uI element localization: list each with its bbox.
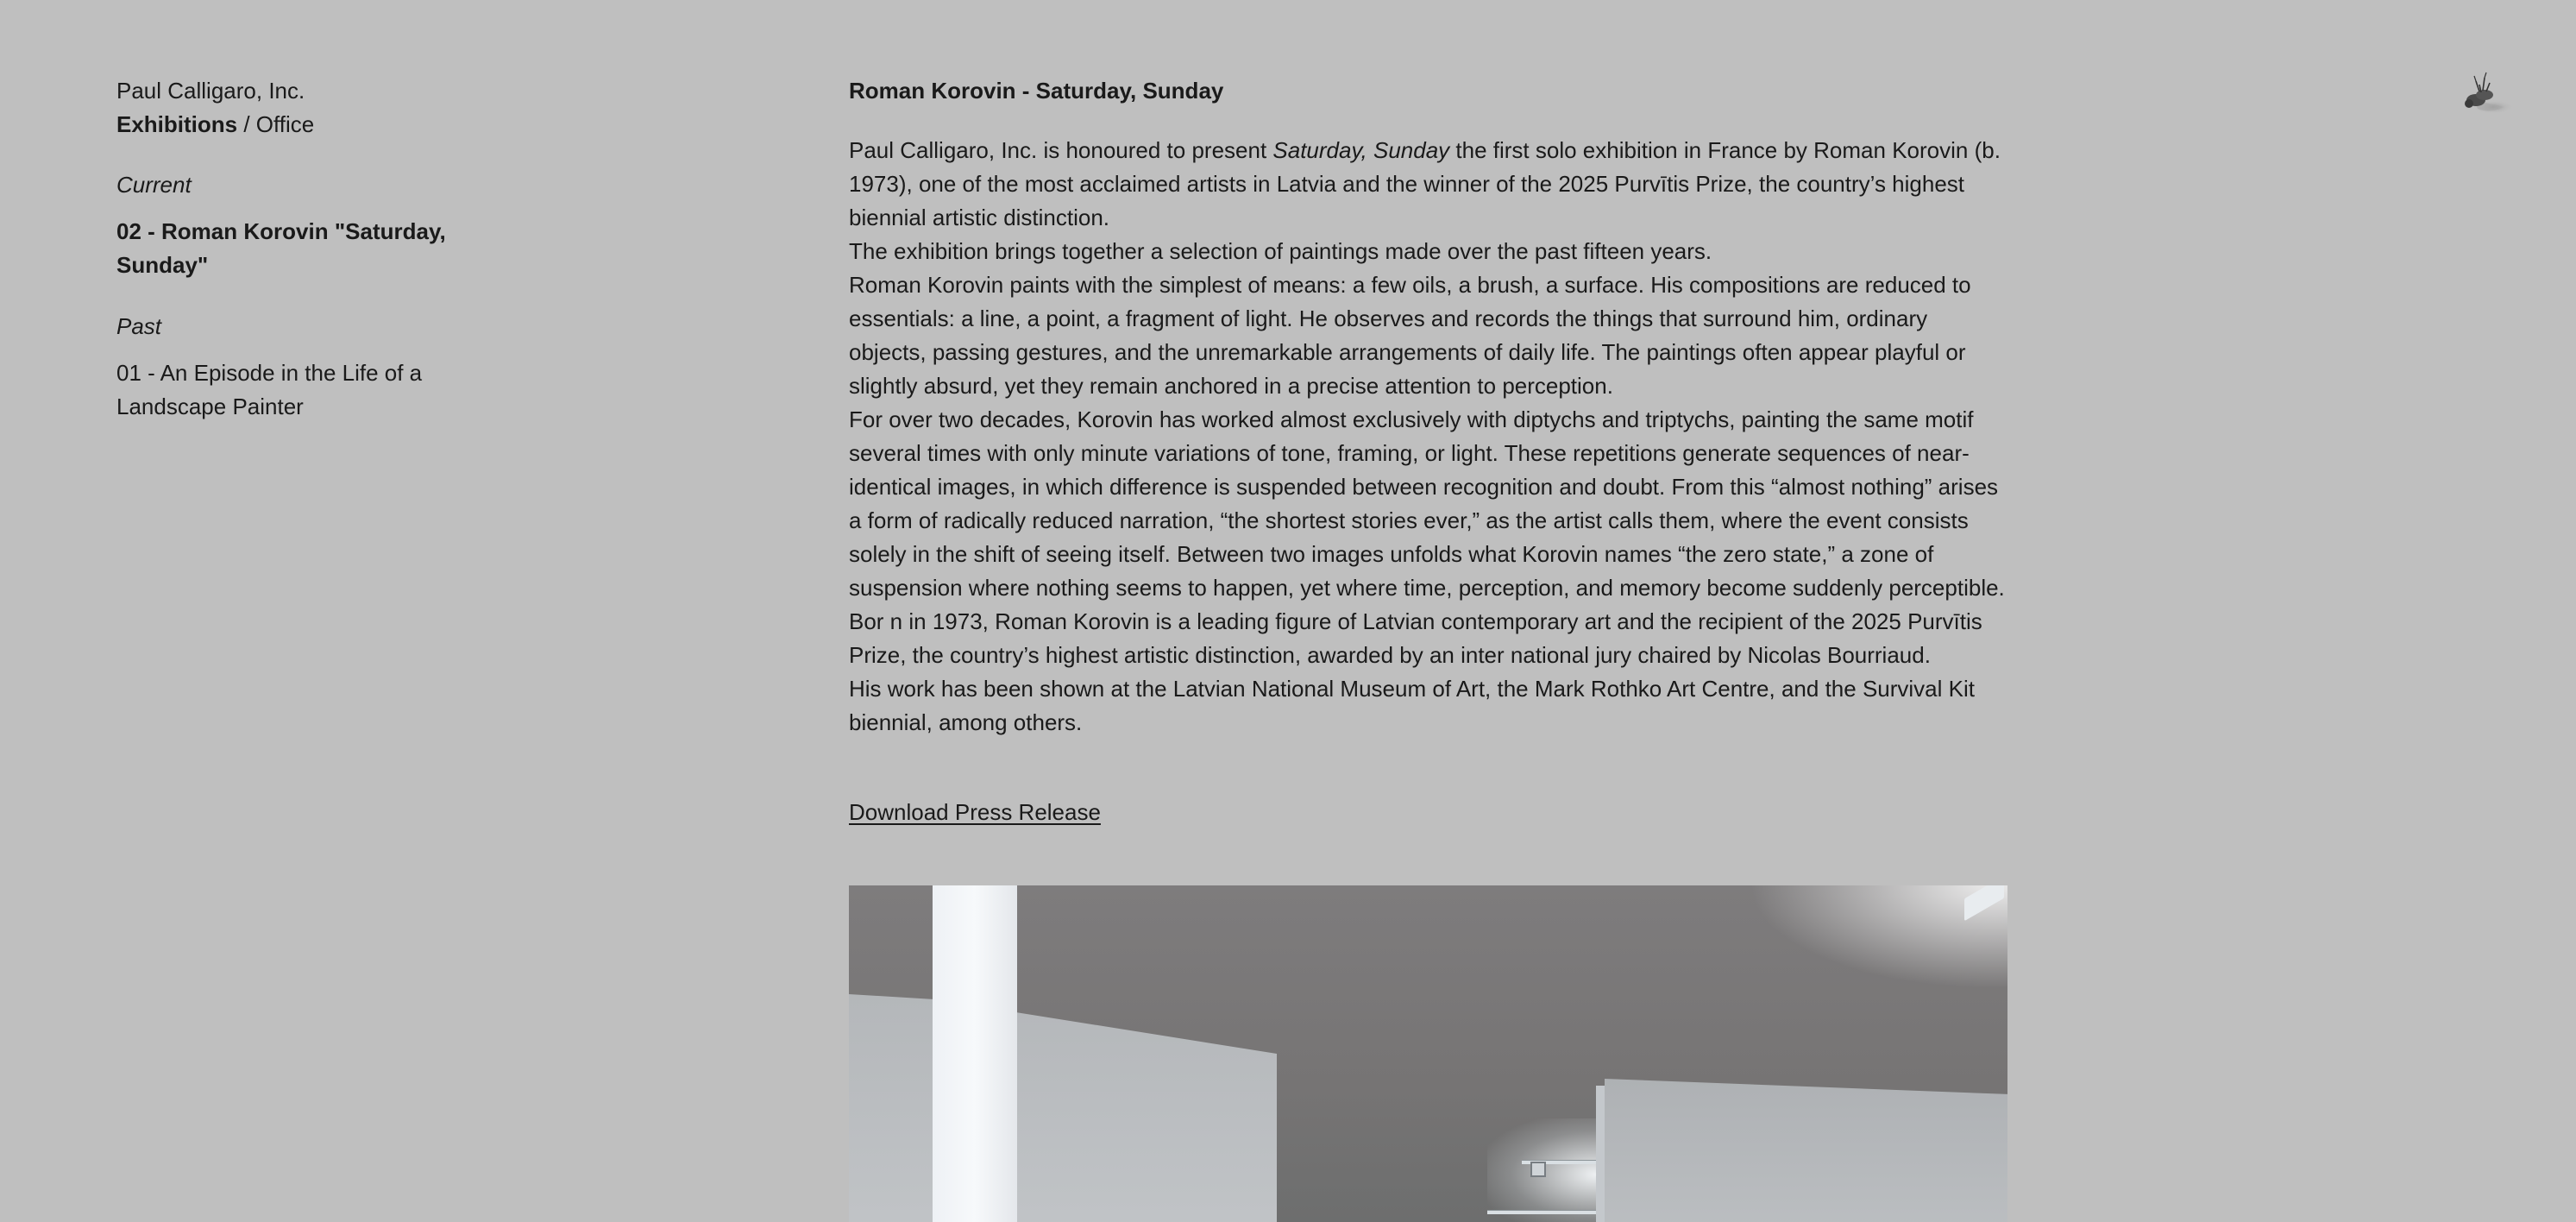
photo-wall-right (1605, 1079, 2007, 1222)
paragraph: His work has been shown at the Latvian National Museum of Art, the Mark Rothko Art Centre, and the Survival Kit biennial, among others. (849, 676, 1975, 735)
installation-photo (849, 885, 2007, 1222)
section-separator: / (237, 111, 256, 137)
photo-wall-left (849, 994, 1277, 1222)
intro-paragraph (849, 134, 2005, 235)
intro-emphasis: Saturday, Sunday (1272, 137, 1450, 163)
exhibitions-link[interactable]: Exhibitions (116, 111, 238, 137)
paragraph: For over two decades, Korovin has worked almost exclusively with diptychs and triptychs, painting the same motif several times with only minute variations of tone, framing, or light. These repetitions generate sequences of near-identical images, in which difference is suspended between recognition and doubt. From this “almost nothing” arises a form of radically reduced narration, “the shortest stories ever,” as the artist calls them, where the event consists solely in the shift of seeing itself. Between two images unfolds what Korovin names “the zero state,” a zone of suspension where nothing seems to happen, yet where time, perception, and memory become suddenly perceptible. (849, 406, 2005, 601)
current-exhibition-link[interactable]: 02 - Roman Korovin "Saturday, Sunday" (116, 218, 446, 278)
exhibition-text (849, 134, 2005, 740)
intro-text-before: Paul Calligaro, Inc. is honoured to present (849, 137, 1273, 163)
past-heading: Past (116, 313, 162, 339)
photo-shelf (1487, 1210, 1599, 1214)
photo-pillar (933, 885, 1017, 1222)
past-exhibition-link[interactable]: 01 - An Episode in the Life of a Landscape Painter (116, 360, 423, 419)
main-content (849, 74, 2005, 829)
photo-shelf-bracket (1530, 1162, 1546, 1177)
brand-link[interactable]: Paul Calligaro, Inc. (116, 78, 305, 104)
photo-corridor-light (1487, 1118, 1608, 1222)
left-navigation (116, 74, 496, 424)
paragraph: The exhibition brings together a selection of paintings made over the past fifteen years. (849, 238, 1712, 264)
fly-icon-graphic (2455, 66, 2516, 116)
intro-text-after: the first solo exhibition in France by Roman Korovin (b. 1973), one of the most acclaimed artists in Latvia and the winner of the 2025 Purvītis Prize, the country’s highest biennial artistic distinction. (849, 137, 2001, 230)
exhibition-title: Roman Korovin - Saturday, Sunday (849, 78, 1224, 104)
download-press-release-link[interactable]: Download Press Release (849, 799, 1101, 825)
office-link[interactable]: Office (255, 111, 315, 137)
section-switch (116, 108, 496, 142)
paragraph: Roman Korovin paints with the simplest of means: a few oils, a brush, a surface. His compositions are reduced to essentials: a line, a point, a fragment of light. He observes and records the things that surround him, ordinary objects, passing gestures, and the unremarkable arrangements of daily life. The paintings often appear playful or slightly absurd, yet they remain anchored in a precise attention to perception. (849, 272, 1971, 399)
current-heading: Current (116, 172, 192, 198)
fly-icon[interactable] (2455, 66, 2516, 116)
paragraph: Bor n in 1973, Roman Korovin is a leading figure of Latvian contemporary art and the recipient of the 2025 Purvītis Prize, the country’s highest artistic distinction, awarded by an inter national jury chaired by Nicolas Bourriaud. (849, 608, 1982, 668)
